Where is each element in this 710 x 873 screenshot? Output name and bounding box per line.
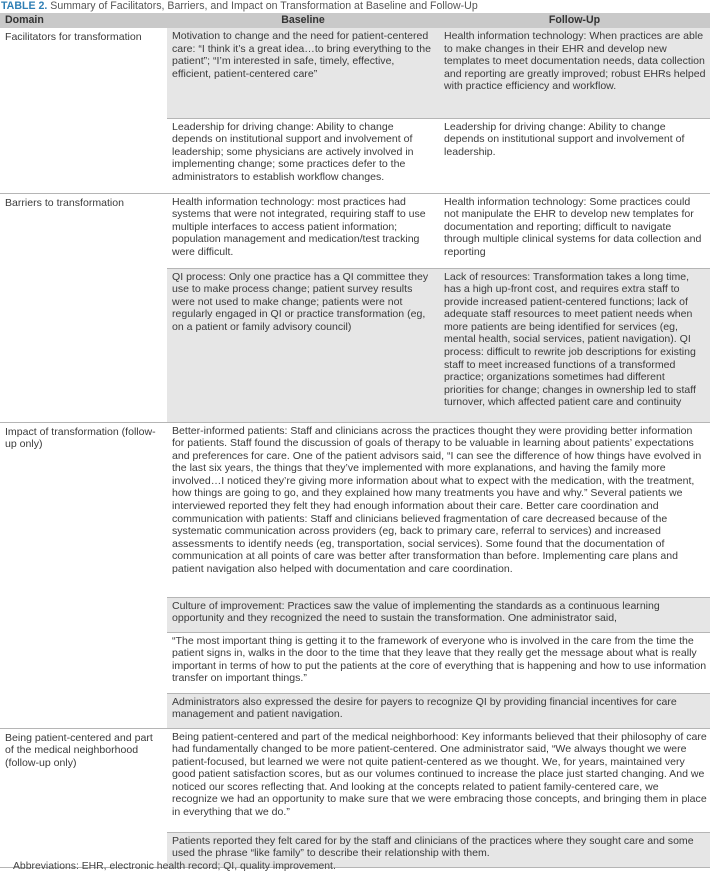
impact-paragraph-1: Better-informed patients: Staff and clinicians across the practices thought they were providing better information for patients. Staff found the discussion of goals of therapy to be valuable in learning about patients’ expectations and preferences for care. One of the patient advisors said, “I can see the difference of how things have evolved in the last six years, the things that they’ve implemented with more explanations, and having the family more involved…I noticed they’re giving more information about what to expect with the medication, with the treatment, how things are going to go, and they explained how many treatments you have and why.” Several patients we interviewed reported they felt they had enough information about their care. Better care coordination and communication with patients: Staff and clinicians believed fragmentation of care decreased because of the systematic communication across providers (eg, back to primary care, referral to services) and increased assessments to identify needs (eg, transportation, social services). Some found that the documentation of communication at all points of care was better after transformation than before. Implementing care plans and patient navigation also helped with documentation and care coordination.: [167, 422, 710, 597]
table-row: [0, 193, 710, 268]
table-row: [0, 28, 710, 118]
impact-paragraph-2: Culture of improvement: Practices saw the value of implementing the standards as a continuous learning opportunity and they recognized the need to sustain the transformation. One administrator said,: [167, 597, 710, 632]
domain-barriers: Barriers to transformation: [0, 193, 167, 422]
facilitators-baseline-2: Leadership for driving change: Ability to change depends on institutional support and involvement of leadership; some physicians are actively involved in implementing change; some practices defer to the administrators to establish workflow changes.: [167, 118, 439, 193]
table-header-row: [0, 13, 710, 28]
barriers-baseline-1: Health information technology: most practices had systems that were not integrated, requiring staff to use multiple interfaces to access patient information; population management and medication/test tracking were difficult.: [167, 193, 439, 268]
table-label: TABLE 2.: [1, 0, 48, 12]
domain-facilitators: Facilitators for transformation: [0, 28, 167, 193]
barriers-followup-1: Health information technology: Some practices could not manipulate the EHR to develop new templates for documentation and reporting; difficult to navigate through multiple clinical systems for data collection and reporting: [439, 193, 710, 268]
facilitators-followup-1: Health information technology: When practices are able to make changes in their EHR and develop new templates to meet documentation needs, data collection and reporting are greatly improved; robust EHRs helped with practice efficiency and workflow.: [439, 28, 710, 118]
header-followup: Follow-Up: [439, 13, 710, 28]
summary-table: [0, 13, 710, 868]
table-title: Summary of Facilitators, Barriers, and Impact on Transformation at Baseline and Follow-Up: [50, 0, 478, 12]
table-footnote: Abbreviations: EHR, electronic health record; QI, quality improvement.: [13, 861, 336, 872]
impact-quote: “The most important thing is getting it to the framework of everyone who is involved in the care from the time the patient signs in, walks in the door to the time that they leave that they really get the message about what is really important in terms of how to put the patients at the core of everything that is happening and how to use information transfer on important things.”: [167, 632, 710, 693]
table-row: [0, 728, 710, 832]
header-baseline: Baseline: [167, 13, 439, 28]
facilitators-followup-2: Leadership for driving change: Ability to change depends on institutional support and involvement of leadership.: [439, 118, 710, 193]
domain-neighborhood: Being patient-centered and part of the medical neighborhood (follow-up only): [0, 728, 167, 867]
facilitators-baseline-1: Motivation to change and the need for patient-centered care: “I think it’s a great idea…to bring everything to the patient”; “I’m interested in safe, timely, effective, efficient, patient-centered care”: [167, 28, 439, 118]
domain-impact: Impact of transformation (follow-up only): [0, 422, 167, 728]
header-domain: Domain: [0, 13, 167, 28]
table-row: [0, 422, 710, 597]
barriers-followup-2: Lack of resources: Transformation takes a long time, has a high up-front cost, and requires extra staff to provide increased patient-centered functions; lack of adequate staff resources to meet patient needs when more patients are being identified for services (eg, mental health, social services, patient navigation). QI process: difficult to rewrite job descriptions for existing staff to meet increased functions of a transformed practice; organizations sometimes had different priorities for change; changes in ownership led to staff turnover, which affected patient care and continuity: [439, 268, 710, 422]
barriers-baseline-2: QI process: Only one practice has a QI committee they use to make process change; patient survey results were not used to make change; patients were not regularly engaged in QI or practice transformation (eg, on a patient or family advisory council): [167, 268, 439, 422]
table-caption: [1, 0, 478, 13]
neighborhood-paragraph-2: Patients reported they felt cared for by the staff and clinicians of the practices where they sought care and some used the phrase “like family” to describe their relationship with them.: [167, 832, 710, 867]
impact-paragraph-4: Administrators also expressed the desire for payers to recognize QI by providing financial incentives for care management and patient navigation.: [167, 693, 710, 728]
neighborhood-paragraph-1: Being patient-centered and part of the medical neighborhood: Key informants believed that their philosophy of care had fundamentally changed to be more patient-centered. One administrator said, “We always thought we were patient-focused, but learned we were not quite patient-centered as we thought. We, for years, maintained very good patient satisfaction scores, but as our volumes continued to increase the place just started changing. And we noticed our scores reflecting that. And looking at the concepts related to patient family-centered care, we recognize we had an opportunity to make sure that we were embracing those concepts, and bringing them in place in everything that we do.”: [167, 728, 710, 832]
